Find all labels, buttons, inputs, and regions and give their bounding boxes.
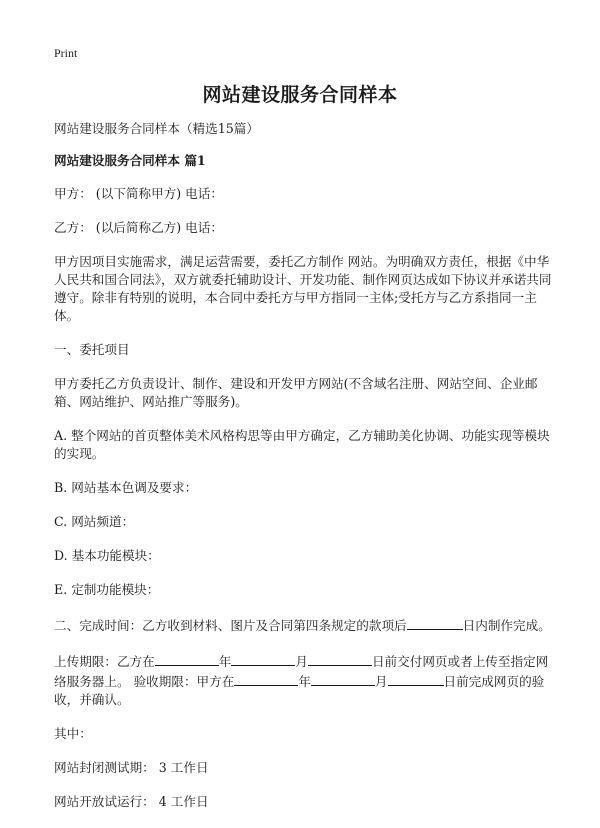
accept-year-blank — [234, 671, 298, 686]
upload-year-label: 年 — [218, 654, 232, 669]
intro-paragraph: 甲方因项目实施需求，满足运营需要，委托乙方制作 网站。为明确双方责任，根据《中华人民共和国合同法》，双方就委托辅助设计、开发功能、制作网页达成如下协议并承诺共同遵守。除非有特别的说明，本合同中委托方与甲方指同一主体;受托方与乙方系指同一主体。 — [54, 254, 552, 323]
item-e-line: E. 定制功能模块： — [54, 582, 160, 597]
completion-time-paragraph — [54, 615, 554, 635]
days-blank — [407, 615, 463, 630]
item-c-line: C. 网站频道： — [54, 514, 135, 529]
party-a-line: 甲方： (以下简称甲方) 电话： — [54, 186, 223, 201]
upload-month-label: 月 — [295, 654, 308, 669]
among-line: 其中： — [54, 726, 92, 741]
accept-month-label: 月 — [374, 674, 388, 689]
section-heading: 网站建设服务合同样本 篇1 — [54, 153, 206, 168]
test-period-line: 网站封闭测试期： 3 工作日 — [54, 760, 209, 775]
accept-year-label: 年 — [298, 674, 311, 689]
item1-heading: 一、委托项目 — [54, 342, 130, 357]
completion-suffix: 日内制作完成。 — [462, 618, 551, 633]
item-d-line: D. 基本功能模块： — [54, 548, 160, 563]
item-b-line: B. 网站基本色调及要求： — [54, 480, 198, 495]
item-a-paragraph: A. 整个网站的首页整体美术风格构思等由甲方确定，乙方辅助美化协调、功能实现等模块的实现。 — [54, 428, 550, 461]
upload-prefix: 上传期限：乙方在 — [54, 654, 155, 669]
deadline-paragraph — [54, 651, 554, 709]
document-subtitle: 网站建设服务合同样本（精选15篇） — [54, 121, 259, 136]
print-link[interactable]: Print — [54, 46, 78, 60]
accept-suffix: 日前完成网页的验收，并确认。 — [54, 674, 545, 707]
document-title: 网站建设服务合同样本 — [202, 84, 398, 106]
completion-prefix: 二、完成时间：乙方收到材料、图片及合同第四条规定的款项后 — [54, 618, 407, 633]
item1-paragraph: 甲方委托乙方负责设计、制作、建设和开发甲方网站(不含域名注册、网站空间、企业邮箱、网站维护、网站推广等服务)。 — [54, 376, 538, 409]
upload-year-blank — [155, 651, 219, 666]
trial-run-line: 网站开放试运行： 4 工作日 — [54, 794, 209, 809]
upload-day-blank — [308, 651, 372, 666]
upload-month-blank — [231, 651, 295, 666]
party-b-line: 乙方： (以后简称乙方) 电话： — [54, 220, 223, 235]
document-body — [54, 120, 554, 827]
upload-mid-text: 日前交付网页或者上传至指定网络服务器上。 验收期限：甲方在 — [54, 654, 549, 689]
accept-day-blank — [388, 671, 444, 686]
accept-month-blank — [311, 671, 375, 686]
